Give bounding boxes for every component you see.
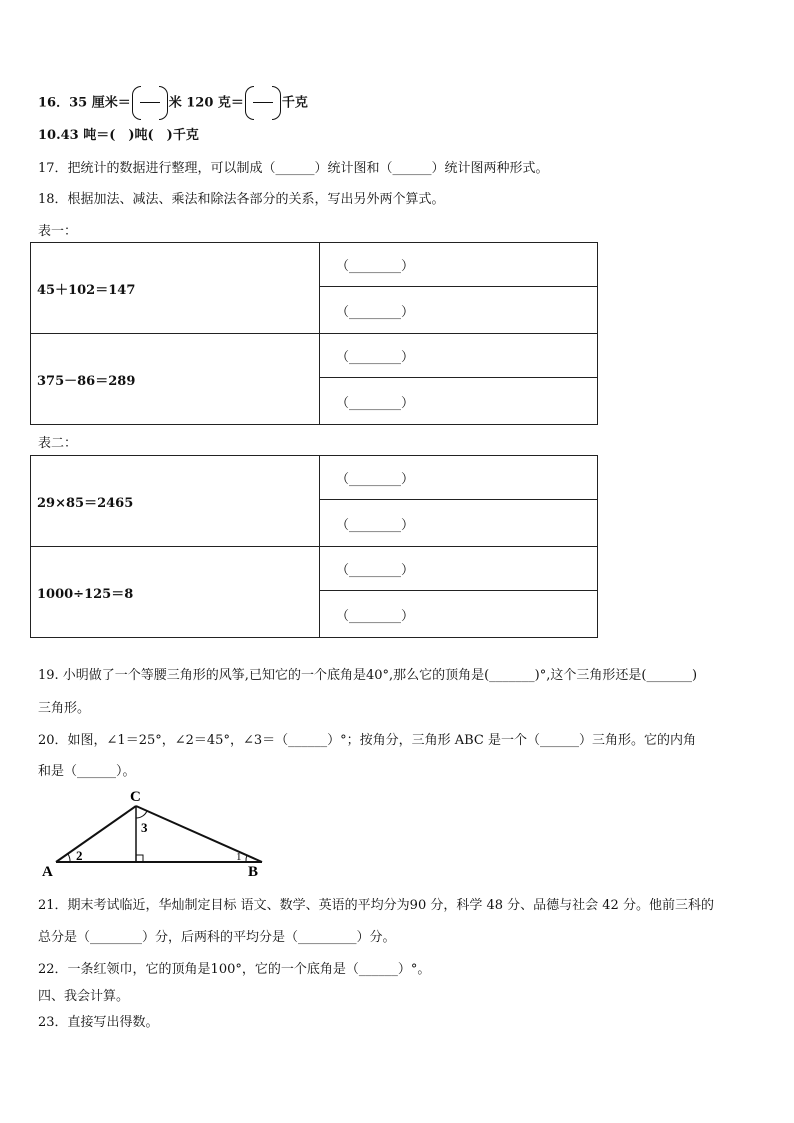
vertex-b-label: B <box>248 864 259 878</box>
question-16b: 10.43 吨＝( )吨( )千克 <box>38 128 199 143</box>
table-row <box>31 547 598 591</box>
table2-label: 表二： <box>38 436 78 451</box>
angle-1-label: 1 <box>236 851 242 863</box>
vertex-c-label: C <box>130 789 141 805</box>
right-angle-mark <box>136 855 143 862</box>
q16-part3: 千克 <box>281 95 308 111</box>
question-17: 17．把统计的数据进行整理，可以制成（______）统计图和（______）统计图两种形式。 <box>38 161 549 176</box>
section-4-heading: 四、我会计算。 <box>38 989 130 1004</box>
triangle-figure <box>40 788 270 878</box>
question-23: 23．直接写出得数。 <box>38 1015 159 1030</box>
angle-2-label: 2 <box>76 848 83 863</box>
table-row <box>31 456 598 500</box>
angle-3-arc <box>136 811 147 818</box>
answer-blank[interactable]: （________） <box>320 243 598 287</box>
angle-2-arc <box>68 854 70 862</box>
answer-blank[interactable]: （________） <box>320 378 598 425</box>
question-20-line1: 20．如图，∠1＝25°，∠2＝45°，∠3＝（______）°；按角分，三角形 ABC 是一个（______）三角形。它的内角 <box>38 733 697 748</box>
table1-label: 表一： <box>38 224 78 239</box>
question-18: 18．根据加法、减法、乘法和除法各部分的关系，写出另外两个算式。 <box>38 192 445 207</box>
question-21-line2: 总分是（________）分，后两科的平均分是（_________）分。 <box>38 930 396 945</box>
question-16 <box>38 86 308 120</box>
question-20-line2: 和是（______）。 <box>38 764 136 779</box>
angle-1-arc <box>246 855 247 862</box>
answer-blank[interactable]: （________） <box>320 287 598 334</box>
question-19-line2: 三角形。 <box>38 701 91 716</box>
answer-blank[interactable]: （________） <box>320 456 598 500</box>
angle-3-label: 3 <box>141 820 148 835</box>
question-21-line1: 21．期末考试临近，华灿制定目标 语文、数学、英语的平均分为90 分，科学 48 分、品德与社会 42 分。他前三科的 <box>38 898 714 913</box>
fraction-blank-2 <box>245 86 281 120</box>
answer-blank[interactable]: （________） <box>320 591 598 638</box>
fraction-blank-1 <box>132 86 168 120</box>
table-row <box>31 243 598 287</box>
table-1 <box>30 242 598 425</box>
vertex-a-label: A <box>42 864 53 878</box>
table2-equation-1: 29×85＝2465 <box>31 456 320 547</box>
side-ac <box>56 806 136 862</box>
q16-number: 16． <box>38 95 70 111</box>
table1-equation-1: 45＋102＝147 <box>31 243 320 334</box>
answer-blank[interactable]: （________） <box>320 500 598 547</box>
table1-equation-2: 375－86＝289 <box>31 334 320 425</box>
table2-equation-2: 1000÷125＝8 <box>31 547 320 638</box>
question-19-line1: 19. 小明做了一个等腰三角形的风筝,已知它的一个底角是40°,那么它的顶角是(_______)°,这个三角形还是(_______) <box>38 668 698 683</box>
q16-part1: 35 厘米＝ <box>69 95 131 111</box>
question-22: 22．一条红领巾，它的顶角是100°，它的一个底角是（______）°。 <box>38 962 431 977</box>
answer-blank[interactable]: （________） <box>320 547 598 591</box>
answer-blank[interactable]: （________） <box>320 334 598 378</box>
table-2 <box>30 455 598 638</box>
table-row <box>31 334 598 378</box>
q16-part2: 米 120 克＝ <box>168 95 244 111</box>
side-bc <box>136 806 262 862</box>
